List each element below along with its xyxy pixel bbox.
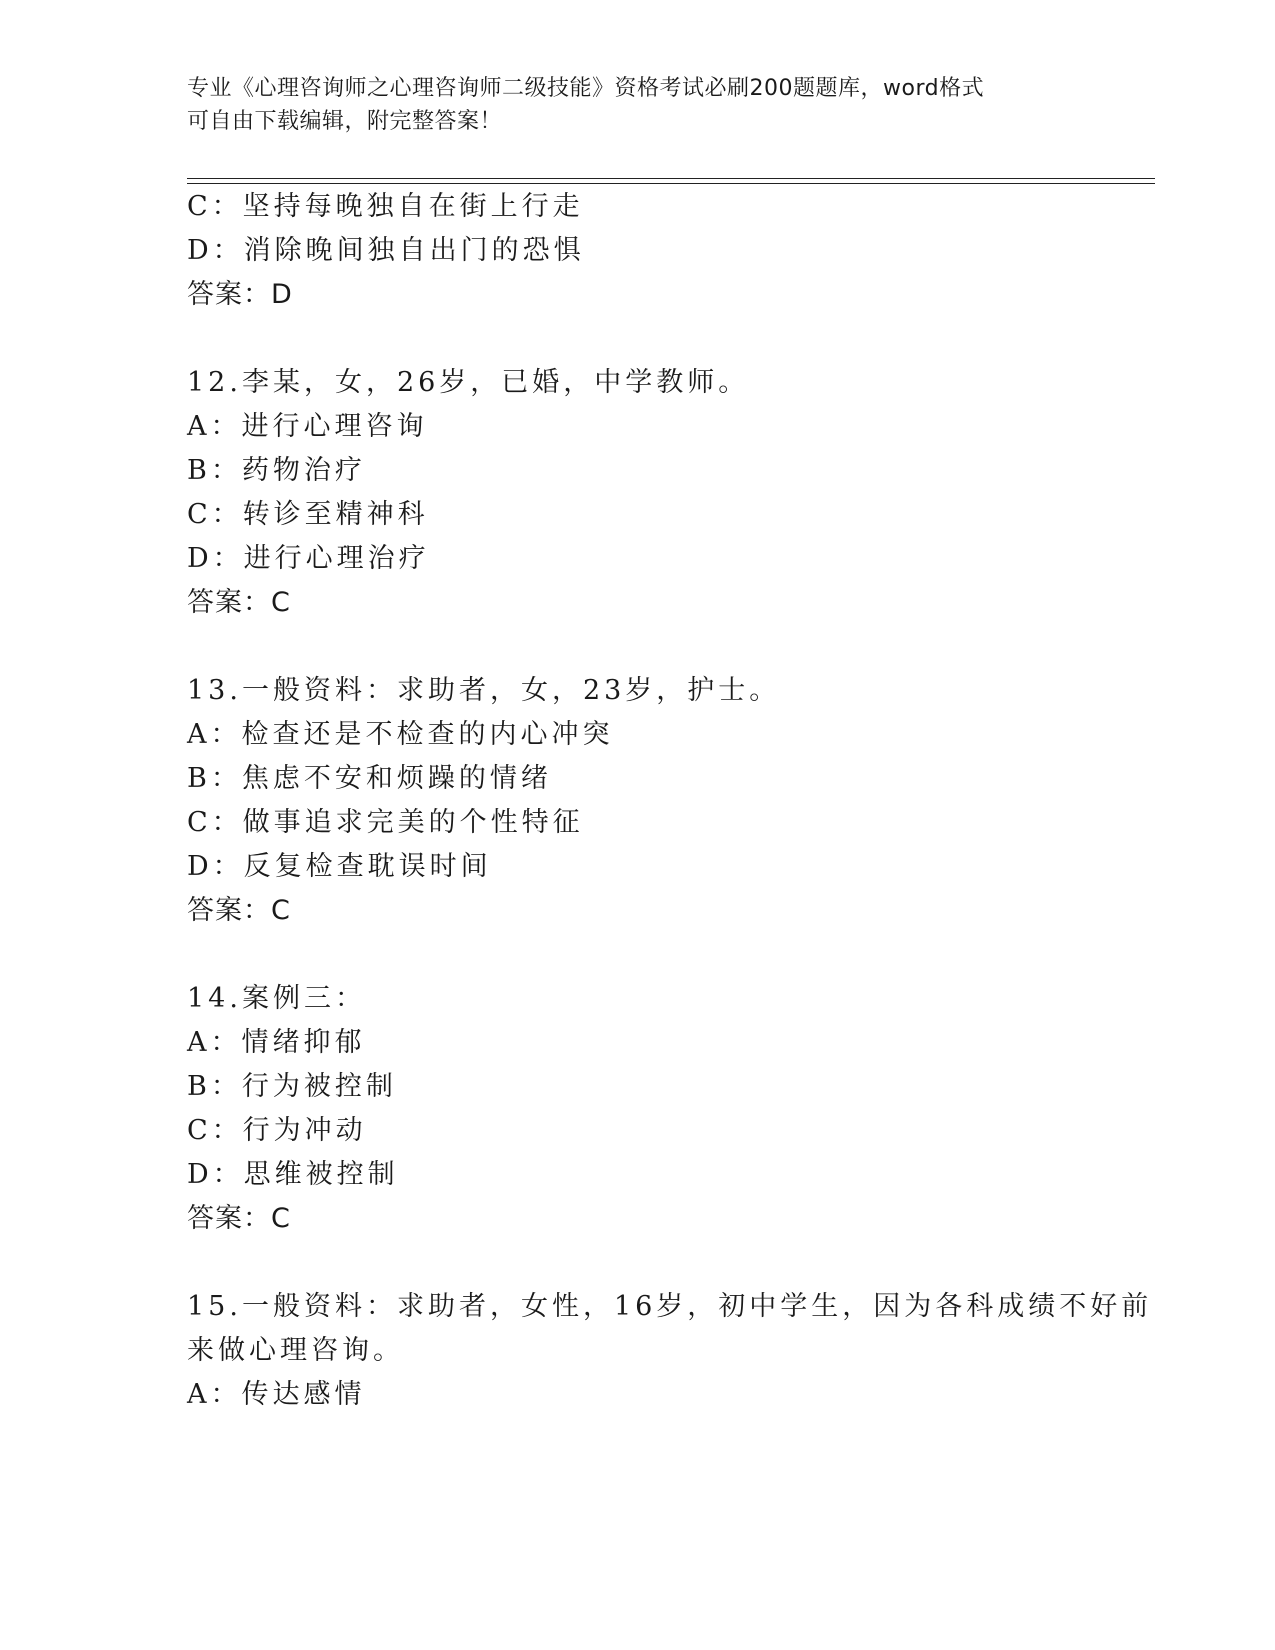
question-stem-continuation: 来做心理咨询。 bbox=[187, 1335, 404, 1366]
header-divider-bottom bbox=[187, 183, 1155, 184]
option-b: B：焦虑不安和烦躁的情绪 bbox=[187, 763, 552, 794]
answer-line: 答案：C bbox=[187, 587, 291, 618]
question-stem: 15.一般资料：求助者，女性，16岁，初中学生，因为各科成绩不好前 bbox=[187, 1291, 1153, 1322]
option-d: D：消除晚间独自出门的恐惧 bbox=[187, 235, 585, 266]
header-divider-top bbox=[187, 178, 1155, 179]
question-stem: 12.李某，女，26岁，已婚，中学教师。 bbox=[187, 367, 750, 398]
option-b: B：行为被控制 bbox=[187, 1071, 397, 1102]
header-line-2: 可自由下载编辑，附完整答案！ bbox=[187, 109, 503, 134]
option-d: D：进行心理治疗 bbox=[187, 543, 430, 574]
option-d: D：思维被控制 bbox=[187, 1159, 399, 1190]
option-a: A：传达感情 bbox=[187, 1379, 366, 1410]
header-line-1: 专业《心理咨询师之心理咨询师二级技能》资格考试必刷200题题库，word格式 bbox=[187, 76, 985, 101]
answer-line: 答案：C bbox=[187, 895, 291, 926]
answer-line: 答案：C bbox=[187, 1203, 291, 1234]
option-a: A：情绪抑郁 bbox=[187, 1027, 366, 1058]
option-d: D：反复检查耽误时间 bbox=[187, 851, 492, 882]
question-stem: 13.一般资料：求助者，女，23岁，护士。 bbox=[187, 675, 781, 706]
option-b: B：药物治疗 bbox=[187, 455, 366, 486]
option-c: C：行为冲动 bbox=[187, 1115, 367, 1146]
option-a: A：进行心理咨询 bbox=[187, 411, 428, 442]
option-c: C：转诊至精神科 bbox=[187, 499, 429, 530]
option-a: A：检查还是不检查的内心冲突 bbox=[187, 719, 614, 750]
document-header bbox=[187, 72, 1087, 138]
answer-line: 答案：D bbox=[187, 279, 293, 310]
question-stem: 14.案例三： bbox=[187, 983, 366, 1014]
option-c: C：坚持每晚独自在街上行走 bbox=[187, 191, 584, 222]
option-c: C：做事追求完美的个性特征 bbox=[187, 807, 584, 838]
